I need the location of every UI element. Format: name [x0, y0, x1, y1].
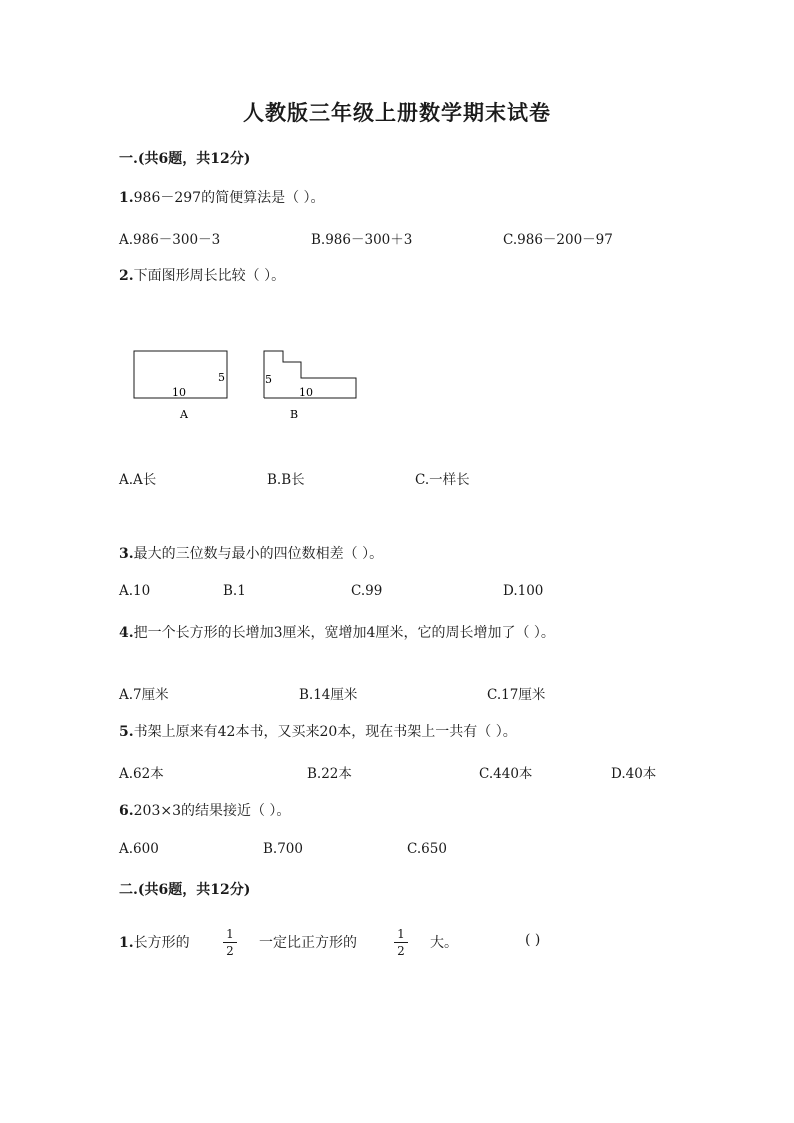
q2-option-c: C.一样长 [415, 472, 470, 488]
b-side-label: 5 [265, 373, 272, 386]
fraction-bar [394, 942, 408, 943]
q4-option-c: C.17厘米 [487, 687, 546, 703]
question-6 [119, 800, 290, 820]
fraction-one-half [223, 927, 237, 958]
question-number: 1. [119, 190, 134, 206]
q3-option-c: C.99 [351, 583, 383, 599]
question-text-part1: 长方形的 [133, 935, 190, 951]
fraction-numerator: 1 [226, 927, 234, 941]
page-title: 人教版三年级上册数学期末试卷 [243, 100, 551, 125]
q5-option-d: D.40本 [611, 766, 657, 782]
question-text: 把一个长方形的长增加3厘米，宽增加4厘米，它的周长增加了（ ）。 [133, 625, 555, 641]
a-bottom-label: 10 [172, 386, 186, 399]
question-2 [119, 265, 285, 285]
q3-option-b: B.1 [223, 583, 246, 599]
question-number: 2. [119, 268, 134, 284]
q5-option-c: C.440本 [479, 766, 533, 782]
question-number: 6. [119, 803, 134, 819]
fraction-numerator: 1 [397, 927, 405, 941]
q1-option-c: C.986－200－97 [503, 232, 613, 248]
question-text: 下面图形周长比较（ ）。 [133, 268, 286, 284]
q3-option-d: D.100 [503, 583, 544, 599]
q3-option-a: A.10 [119, 583, 151, 599]
question-text-part3: 大。 [430, 935, 458, 951]
b-name-label: B [290, 408, 299, 421]
question-number: 5. [119, 724, 134, 740]
q4-option-b: B.14厘米 [299, 687, 358, 703]
fraction-denominator: 2 [226, 944, 234, 958]
b-bottom-label: 10 [299, 386, 313, 399]
question-1 [119, 187, 325, 207]
q6-option-c: C.650 [407, 841, 447, 857]
q1-option-a: A.986－300－3 [119, 232, 221, 248]
q5-option-a: A.62本 [119, 766, 164, 782]
q2-option-a: A.A长 [119, 472, 157, 488]
question-text-part2: 一定比正方形的 [259, 935, 357, 951]
s2-question-1 [119, 932, 190, 952]
question-text: 203×3的结果接近（ ）。 [133, 803, 291, 819]
a-side-label: 5 [218, 371, 225, 384]
q1-option-b: B.986－300＋3 [311, 232, 413, 248]
fraction-one-half [394, 927, 408, 958]
question-number: 3. [119, 546, 134, 562]
a-name-label: A [180, 408, 188, 421]
q6-option-b: B.700 [263, 841, 303, 857]
section-2-header: 二.(共6题，共12分) [119, 882, 251, 898]
answer-blank: ( ) [525, 932, 541, 948]
fraction-denominator: 2 [397, 944, 405, 958]
question-3 [119, 543, 383, 563]
perimeter-figure [120, 340, 380, 430]
question-4 [119, 622, 555, 642]
q4-option-a: A.7厘米 [119, 687, 169, 703]
question-text: 书架上原来有42本书，又买来20本，现在书架上一共有（ ）。 [133, 724, 517, 740]
section-1-header: 一.(共6题，共12分) [119, 151, 251, 167]
question-5 [119, 721, 517, 741]
question-text: 最大的三位数与最小的四位数相差（ ）。 [133, 546, 384, 562]
fraction-bar [223, 942, 237, 943]
question-number: 1. [119, 935, 134, 951]
q6-option-a: A.600 [119, 841, 159, 857]
question-text: 986－297的简便算法是（ ）。 [133, 190, 325, 206]
question-number: 4. [119, 625, 134, 641]
q2-option-b: B.B长 [267, 472, 305, 488]
q5-option-b: B.22本 [307, 766, 352, 782]
